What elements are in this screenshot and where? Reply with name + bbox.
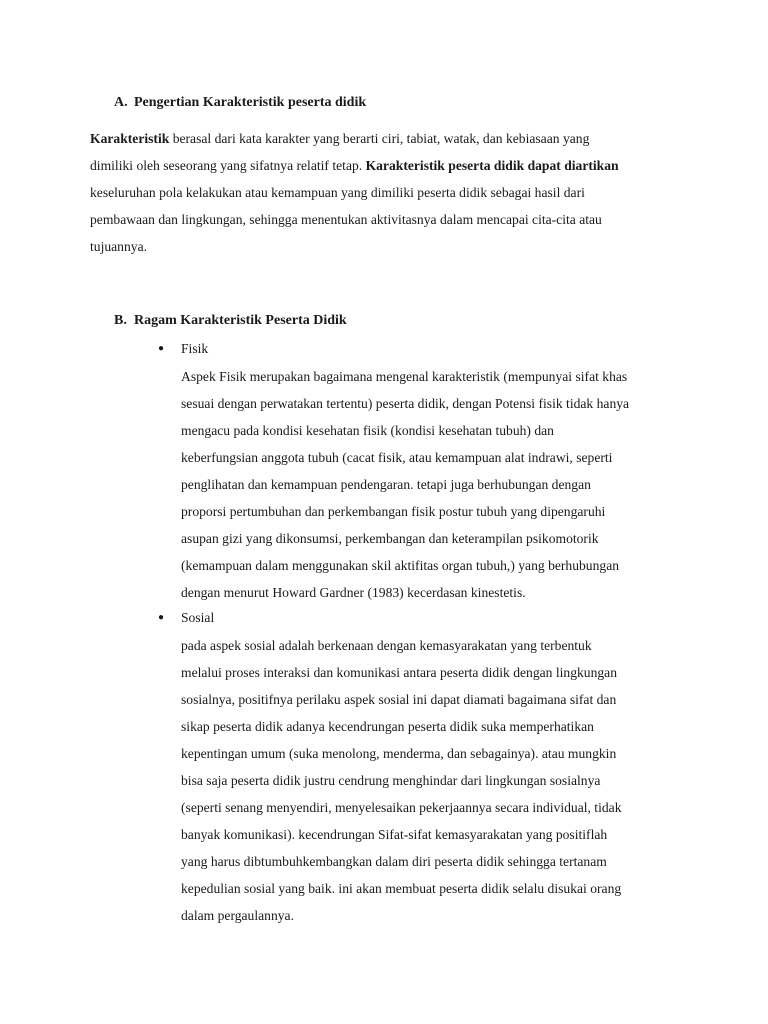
section-a-heading — [114, 94, 366, 112]
paragraph-line: pembawaan dan lingkungan, sehingga menentukan aktivitasnya dalam mencapai cita-cita atau — [90, 212, 602, 227]
paragraph-line: proporsi pertumbuhan dan perkembangan fisik postur tubuh yang dipengaruhi — [181, 504, 606, 519]
paragraph-line: mengacu pada kondisi kesehatan fisik (kondisi kesehatan tubuh) dan — [181, 423, 554, 438]
paragraph-line: kepentingan umum (suka menolong, menderma, dan sebagainya). atau mungkin — [181, 746, 617, 761]
section-a-paragraph — [90, 125, 619, 260]
paragraph-line: sesuai dengan perwatakan tertentu) peserta didik, dengan Potensi fisik tidak hanya — [181, 396, 630, 411]
paragraph-line — [90, 125, 619, 152]
section-b-number: B. — [114, 313, 127, 328]
paragraph-line: sosialnya, positifnya perilaku aspek sosial ini dapat diamati bagaimana sifat dan — [181, 692, 617, 707]
definition-emphasis: Karakteristik peserta didik dapat diartikan — [365, 158, 619, 173]
bullet-label: Sosial — [181, 610, 215, 625]
term-karakteristik: Karakteristik — [90, 131, 170, 146]
paragraph-text: berasal dari kata karakter yang berarti ciri, tabiat, watak, dan kebiasaan yang — [169, 131, 590, 146]
section-a-number: A. — [114, 95, 128, 110]
section-b-heading — [114, 312, 347, 330]
paragraph-line: yang harus dibtumbuhkembangkan dalam diri peserta didik sehingga tertanam — [181, 854, 607, 869]
bullet-label: Fisik — [181, 341, 209, 356]
paragraph-line: penglihatan dan kemampuan pendengaran. tetapi juga berhubungan dengan — [181, 477, 591, 492]
paragraph-line — [90, 152, 619, 179]
paragraph-line: Aspek Fisik merupakan bagaimana mengenal karakteristik (mempunyai sifat khas — [181, 369, 628, 384]
bullet-icon: ● — [157, 612, 165, 623]
paragraph-line: (seperti senang menyendiri, menyelesaikan pekerjaannya secara individual, tidak — [181, 800, 622, 815]
paragraph-line: dengan menurut Howard Gardner (1983) kecerdasan kinestetis. — [181, 585, 526, 600]
paragraph-line: (kemampuan dalam menggunakan skil aktifitas organ tubuh,) yang berhubungan — [181, 558, 620, 573]
paragraph-line: tujuannya. — [90, 239, 148, 254]
paragraph-line: keberfungsian anggota tubuh (cacat fisik, atau kemampuan alat indrawi, seperti — [181, 450, 613, 465]
bullet-icon: ● — [157, 343, 165, 354]
paragraph-line: melalui proses interaksi dan komunikasi antara peserta didik dengan lingkungan — [181, 665, 618, 680]
paragraph-line: asupan gizi yang dikonsumsi, perkembangan dan keterampilan psikomotorik — [181, 531, 599, 546]
paragraph-line: sikap peserta didik adanya kecendrungan peserta didik suka memperhatikan — [181, 719, 594, 734]
paragraph-line: banyak komunikasi). kecendrungan Sifat-sifat kemasyarakatan yang positiflah — [181, 827, 608, 842]
paragraph-text: dimiliki oleh seseorang yang sifatnya relatif tetap. — [90, 158, 366, 173]
paragraph-line: dalam pergaulannya. — [181, 908, 294, 923]
section-a-title: Pengertian Karakteristik peserta didik — [134, 95, 367, 110]
fisik-paragraph — [181, 363, 629, 606]
paragraph-line: bisa saja peserta didik justru cendrung menghindar dari lingkungan sosialnya — [181, 773, 601, 788]
section-b-title: Ragam Karakteristik Peserta Didik — [134, 313, 347, 328]
paragraph-line: pada aspek sosial adalah berkenaan dengan kemasyarakatan yang terbentuk — [181, 638, 592, 653]
paragraph-line: keseluruhan pola kelakukan atau kemampuan yang dimiliki peserta didik sebagai hasil dari — [90, 185, 585, 200]
paragraph-line: kepedulian sosial yang baik. ini akan membuat peserta didik selalu disukai orang — [181, 881, 622, 896]
sosial-paragraph — [181, 632, 622, 929]
